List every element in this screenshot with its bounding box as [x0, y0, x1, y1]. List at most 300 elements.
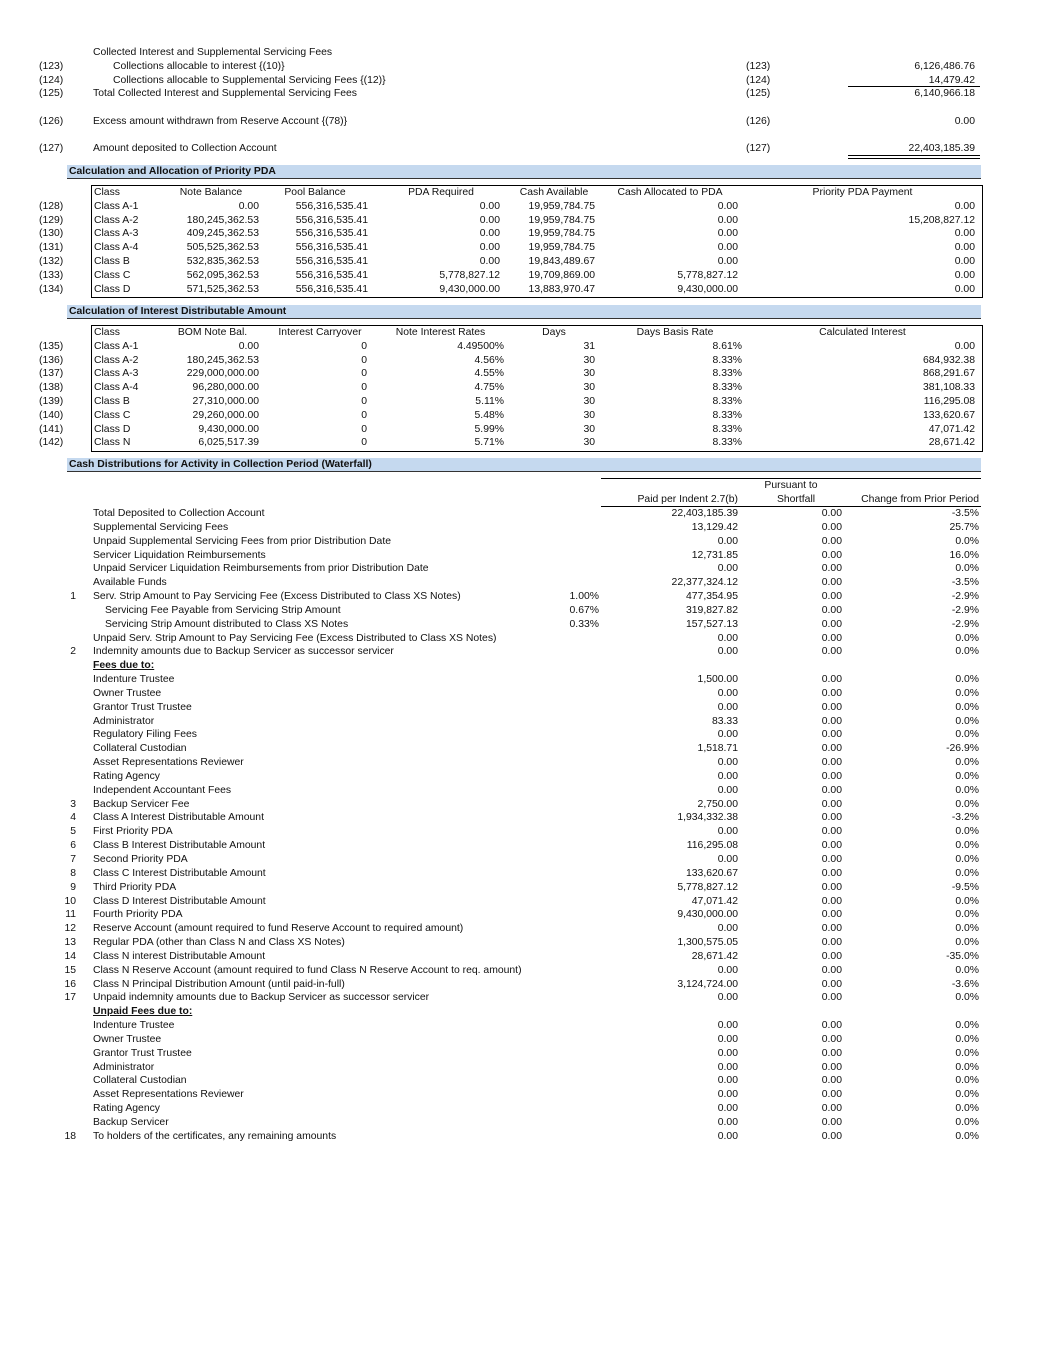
waterfall-change: -2.9% [951, 618, 979, 630]
waterfall-row [0, 839, 1055, 853]
interest-cell: 133,620.67 [922, 409, 975, 421]
waterfall-label: Class N Reserve Account (amount required to fund Class N Reserve Account to req. amount) [93, 964, 522, 976]
row-number: (126) [39, 116, 64, 127]
pda-cell: Class B [94, 256, 130, 267]
pda-cell: 0.00 [954, 256, 975, 267]
row-value: 6,126,486.76 [914, 61, 975, 72]
waterfall-row [0, 632, 1055, 646]
step-number: 1 [70, 591, 76, 603]
interest-row [0, 381, 1055, 395]
interest-col-header: BOM Note Bal. [177, 327, 248, 338]
waterfall-shortfall: 0.00 [821, 604, 842, 616]
collected-heading: Collected Interest and Supplemental Servicing Fees [93, 47, 333, 58]
row-number: (123) [39, 61, 64, 72]
waterfall-change: 0.0% [955, 909, 979, 921]
pda-col-header: Priority PDA Payment [812, 187, 913, 198]
interest-row [0, 367, 1055, 381]
waterfall-paid: 22,403,185.39 [671, 508, 738, 519]
waterfall-change: 0.0% [955, 923, 979, 935]
waterfall-paid: 0.00 [717, 770, 738, 782]
waterfall-shortfall: 0.00 [821, 909, 842, 921]
waterfall-label: Available Funds [93, 577, 167, 589]
waterfall-shortfall: 0.00 [821, 1103, 842, 1115]
waterfall-paid: 0.00 [717, 1020, 738, 1032]
waterfall-label: Owner Trustee [93, 687, 162, 699]
interest-cell: 28,671.42 [928, 437, 975, 449]
interest-cell: 0 [361, 423, 367, 435]
waterfall-change: 0.0% [955, 687, 979, 699]
interest-col-header: Days [542, 327, 566, 338]
waterfall-row [0, 1102, 1055, 1116]
waterfall-label: Administrator [93, 1061, 155, 1073]
interest-row [0, 354, 1055, 368]
waterfall-paid: 477,354.95 [685, 591, 738, 603]
pda-cell: 0.00 [717, 214, 738, 226]
row-label: Collections allocable to Supplemental Servicing Fees {(12)} [113, 75, 386, 86]
interest-cell: Class A-2 [94, 354, 139, 366]
interest-row [0, 436, 1055, 450]
pda-cell: 13,883,970.47 [528, 283, 595, 295]
waterfall-paid: 9,430,000.00 [677, 909, 738, 921]
waterfall-label: Third Priority PDA [93, 881, 177, 893]
waterfall-section-header [67, 458, 981, 472]
waterfall-paid: 2,750.00 [697, 798, 738, 810]
step-number: 5 [70, 826, 76, 838]
waterfall-paid: 0.00 [717, 1061, 738, 1073]
waterfall-row [0, 1130, 1055, 1144]
waterfall-shortfall: 0.00 [821, 923, 842, 935]
double-underline [848, 158, 980, 159]
waterfall-shortfall: 0.00 [821, 881, 842, 893]
pda-cell: Class A-2 [94, 214, 139, 226]
waterfall-paid: 0.00 [717, 646, 738, 658]
pda-cell: 9,430,000.00 [677, 283, 738, 295]
waterfall-paid: 22,377,324.12 [671, 577, 738, 589]
pursuant-label: Pursuant to [764, 480, 818, 491]
pda-row [0, 255, 1055, 269]
waterfall-row [0, 770, 1055, 784]
waterfall-label: Reserve Account (amount required to fund Reserve Account to required amount) [93, 923, 464, 935]
waterfall-label: Rating Agency [93, 1103, 161, 1115]
waterfall-paid: 116,295.08 [686, 840, 738, 852]
waterfall-row [0, 1033, 1055, 1047]
row-label: Amount deposited to Collection Account [93, 143, 277, 154]
pda-cell: 0.00 [954, 269, 975, 281]
waterfall-shortfall: 0.00 [821, 1089, 842, 1101]
pda-row [0, 269, 1055, 283]
waterfall-paid: 157,527.13 [685, 618, 738, 630]
interest-cell: 229,000,000.00 [186, 368, 259, 380]
waterfall-shortfall: 0.00 [821, 1020, 842, 1032]
waterfall-paid: 133,620.67 [685, 867, 738, 879]
waterfall-row [0, 936, 1055, 950]
interest-cell: 684,932.38 [922, 354, 975, 366]
waterfall-row [0, 1047, 1055, 1061]
interest-cell: 30 [583, 437, 595, 449]
row-ref: (123) [746, 61, 771, 72]
waterfall-shortfall: 0.00 [821, 1130, 842, 1142]
pda-cell: 0.00 [954, 228, 975, 240]
interest-title: Calculation of Interest Distributable Amount [69, 306, 287, 317]
waterfall-label: Indenture Trustee [93, 1020, 175, 1032]
waterfall-label: Indenture Trustee [93, 674, 175, 686]
waterfall-shortfall: 0.00 [821, 867, 842, 879]
divider [848, 86, 980, 87]
waterfall-paid: 5,778,827.12 [677, 881, 738, 893]
waterfall-change: 0.0% [955, 632, 979, 644]
waterfall-change: 0.0% [955, 646, 979, 658]
waterfall-change: 0.0% [955, 1089, 979, 1101]
waterfall-change: 0.0% [955, 1130, 979, 1142]
waterfall-change: 0.0% [955, 1103, 979, 1115]
row-number: (124) [39, 75, 64, 86]
waterfall-label: Backup Servicer Fee [93, 798, 190, 810]
interest-cell: 8.33% [712, 409, 742, 421]
col-paid-header: Paid per Indent 2.7(b) [637, 494, 738, 505]
pda-cell: 571,525,362.53 [186, 283, 259, 295]
waterfall-change: 0.0% [955, 937, 979, 949]
waterfall-change: 0.0% [955, 895, 979, 907]
pda-cell: 0.00 [479, 256, 500, 267]
collected-row [0, 60, 1055, 74]
waterfall-label: Serv. Strip Amount to Pay Servicing Fee (Excess Distributed to Class XS Notes) [93, 591, 461, 603]
row-number: (129) [39, 214, 64, 226]
interest-cell: 30 [583, 423, 595, 435]
interest-cell: 868,291.67 [922, 368, 975, 380]
waterfall-row [0, 549, 1055, 563]
waterfall-paid: 0.00 [717, 1116, 738, 1128]
interest-row [0, 423, 1055, 437]
waterfall-paid: 0.00 [717, 563, 738, 575]
waterfall-change: 0.0% [955, 826, 979, 838]
waterfall-shortfall: 0.00 [821, 964, 842, 976]
interest-cell: 30 [583, 409, 595, 421]
waterfall-shortfall: 0.00 [821, 549, 842, 561]
pda-cell: 0.00 [479, 228, 500, 240]
pda-row [0, 227, 1055, 241]
pda-header-row [0, 186, 1055, 200]
waterfall-row [0, 521, 1055, 535]
pda-section-header [67, 165, 981, 179]
waterfall-shortfall: 0.00 [821, 618, 842, 630]
interest-cell: Class C [94, 409, 131, 421]
waterfall-label: Backup Servicer [93, 1116, 169, 1128]
row-number: (134) [39, 283, 64, 295]
waterfall-row [0, 1019, 1055, 1033]
waterfall-row [0, 687, 1055, 701]
waterfall-shortfall: 0.00 [821, 563, 842, 575]
waterfall-change: 0.0% [955, 992, 979, 1004]
waterfall-change: 0.0% [955, 1020, 979, 1032]
row-value: 14,479.42 [928, 75, 975, 86]
row-number: (142) [39, 437, 64, 449]
waterfall-change: 0.0% [955, 701, 979, 713]
waterfall-label: Asset Representations Reviewer [93, 1089, 244, 1101]
pda-col-header: Cash Allocated to PDA [617, 187, 723, 198]
waterfall-paid: 0.00 [717, 1103, 738, 1115]
waterfall-label: Second Priority PDA [93, 854, 188, 865]
interest-cell: 5.71% [474, 437, 504, 449]
waterfall-row [0, 604, 1055, 618]
interest-cell: 0 [361, 396, 367, 407]
interest-cell: 180,245,362.53 [186, 354, 259, 366]
interest-cell: 30 [583, 368, 595, 380]
waterfall-paid: 0.00 [717, 1033, 738, 1045]
row-number: (140) [39, 409, 64, 421]
interest-section-header [67, 305, 981, 319]
waterfall-paid: 0.00 [717, 784, 738, 796]
waterfall-paid: 0.00 [717, 535, 738, 547]
pda-cell: 505,525,362.53 [186, 242, 259, 254]
row-number: (125) [39, 88, 64, 99]
pda-cell: 19,843,489.67 [528, 256, 595, 267]
pda-cell: 556,316,535.41 [295, 269, 368, 281]
waterfall-label: Indemnity amounts due to Backup Servicer as successor servicer [93, 646, 394, 658]
waterfall-paid: 0.00 [717, 992, 738, 1004]
pda-cell: 19,959,784.75 [528, 200, 595, 212]
waterfall-label: Servicing Fee Payable from Servicing Strip Amount [105, 604, 341, 616]
waterfall-shortfall: 0.00 [821, 937, 842, 949]
pda-title: Calculation and Allocation of Priority PDA [69, 166, 276, 177]
waterfall-row [0, 1061, 1055, 1075]
pda-cell: 556,316,535.41 [295, 228, 368, 240]
waterfall-label: Class N interest Distributable Amount [93, 950, 266, 962]
waterfall-row [0, 908, 1055, 922]
waterfall-change: 0.0% [955, 729, 979, 741]
step-number: 6 [70, 840, 76, 852]
row-number: (137) [39, 368, 64, 380]
waterfall-row [0, 825, 1055, 839]
pda-cell: 0.00 [717, 256, 738, 267]
waterfall-shortfall: 0.00 [821, 812, 842, 824]
step-number: 16 [64, 978, 76, 990]
waterfall-shortfall: 0.00 [821, 535, 842, 547]
step-number: 8 [70, 867, 76, 879]
waterfall-label: Fees due to: [93, 660, 155, 672]
waterfall-label: Total Deposited to Collection Account [93, 508, 265, 519]
waterfall-shortfall: 0.00 [821, 978, 842, 990]
waterfall-change: -9.5% [951, 881, 979, 893]
pda-cell: Class A-1 [94, 200, 139, 212]
pda-col-header: PDA Required [408, 187, 474, 198]
interest-cell: 5.48% [474, 409, 504, 421]
waterfall-paid: 1,500.00 [697, 674, 738, 686]
interest-cell: Class B [94, 396, 130, 407]
waterfall-shortfall: 0.00 [821, 715, 842, 727]
waterfall-row [0, 645, 1055, 659]
waterfall-label: Asset Representations Reviewer [93, 757, 244, 769]
waterfall-row [0, 659, 1055, 673]
waterfall-row [0, 535, 1055, 549]
waterfall-change: 0.0% [955, 854, 979, 865]
waterfall-change: 0.0% [955, 784, 979, 796]
waterfall-shortfall: 0.00 [821, 743, 842, 755]
waterfall-label: Class D Interest Distributable Amount [93, 895, 266, 907]
waterfall-change: 0.0% [955, 964, 979, 976]
pda-cell: 0.00 [954, 283, 975, 295]
waterfall-paid: 47,071.42 [691, 895, 738, 907]
waterfall-change: 0.0% [955, 1061, 979, 1073]
waterfall-shortfall: 0.00 [821, 1116, 842, 1128]
waterfall-row [0, 562, 1055, 576]
waterfall-row [0, 978, 1055, 992]
row-value: 6,140,966.18 [914, 88, 975, 99]
col-change-header: Change from Prior Period [861, 494, 979, 505]
pda-cell: 556,316,535.41 [295, 283, 368, 295]
row-number: (130) [39, 228, 64, 240]
waterfall-row [0, 507, 1055, 521]
waterfall-change: -3.5% [951, 508, 979, 519]
pda-cell: 0.00 [238, 200, 259, 212]
pda-cell: 0.00 [479, 200, 500, 212]
waterfall-shortfall: 0.00 [821, 950, 842, 962]
waterfall-row [0, 576, 1055, 590]
waterfall-change: 0.0% [955, 535, 979, 547]
waterfall-change: 0.0% [955, 798, 979, 810]
pda-cell: 562,095,362.53 [186, 269, 259, 281]
interest-cell: 0 [361, 382, 367, 394]
waterfall-paid: 0.00 [717, 923, 738, 935]
waterfall-label: Unpaid Fees due to: [93, 1006, 193, 1018]
waterfall-label: First Priority PDA [93, 826, 173, 838]
waterfall-shortfall: 0.00 [821, 508, 842, 519]
row-value: 22,403,185.39 [908, 143, 975, 154]
interest-row [0, 340, 1055, 354]
pda-cell: 0.00 [954, 242, 975, 254]
waterfall-label: Class B Interest Distributable Amount [93, 840, 266, 852]
waterfall-change: 0.0% [955, 840, 979, 852]
waterfall-shortfall: 0.00 [821, 784, 842, 796]
waterfall-shortfall: 0.00 [821, 1033, 842, 1045]
interest-cell: 8.33% [712, 437, 742, 449]
interest-cell: Class D [94, 423, 131, 435]
row-label: Collections allocable to interest {(10)} [113, 61, 285, 72]
waterfall-shortfall: 0.00 [821, 757, 842, 769]
interest-cell: 116,295.08 [923, 396, 975, 407]
waterfall-shortfall: 0.00 [821, 646, 842, 658]
pda-row [0, 241, 1055, 255]
waterfall-shortfall: 0.00 [821, 729, 842, 741]
waterfall-shortfall: 0.00 [821, 770, 842, 782]
waterfall-row [0, 950, 1055, 964]
waterfall-label: Class A Interest Distributable Amount [93, 812, 264, 824]
step-number: 3 [70, 798, 76, 810]
waterfall-paid: 1,934,332.38 [677, 812, 738, 824]
step-number: 12 [64, 923, 76, 935]
interest-cell: 30 [583, 382, 595, 394]
waterfall-change: 0.0% [955, 563, 979, 575]
interest-cell: 8.33% [712, 396, 742, 407]
interest-cell: 6,025,517.39 [198, 437, 259, 449]
interest-cell: Class A-3 [94, 368, 139, 380]
pda-cell: 180,245,362.53 [186, 214, 259, 226]
pda-cell: 5,778,827.12 [439, 269, 500, 281]
interest-cell: 31 [583, 340, 595, 352]
waterfall-change: 0.0% [955, 1116, 979, 1128]
waterfall-label: To holders of the certificates, any remaining amounts [93, 1130, 337, 1142]
interest-col-header: Class [94, 327, 120, 338]
step-number: 17 [64, 992, 76, 1004]
waterfall-label: Collateral Custodian [93, 1075, 187, 1087]
waterfall-change: 0.0% [955, 770, 979, 782]
interest-cell: 8.33% [712, 382, 742, 394]
interest-row [0, 409, 1055, 423]
interest-col-header: Calculated Interest [819, 327, 906, 338]
row-ref: (124) [746, 75, 771, 86]
waterfall-paid: 0.00 [717, 854, 738, 865]
waterfall-change: 0.0% [955, 715, 979, 727]
row-ref: (127) [746, 143, 771, 154]
waterfall-paid: 1,518.71 [697, 743, 738, 755]
pda-cell: Class C [94, 269, 131, 281]
waterfall-paid: 319,827.82 [685, 604, 738, 616]
interest-cell: 0 [361, 354, 367, 366]
interest-cell: 8.33% [712, 354, 742, 366]
waterfall-change: -35.0% [946, 950, 979, 962]
waterfall-shortfall: 0.00 [821, 577, 842, 589]
collected-row [0, 142, 1055, 156]
row-label: Excess amount withdrawn from Reserve Account {(78)} [93, 116, 348, 127]
waterfall-shortfall: 0.00 [821, 632, 842, 644]
step-number: 11 [65, 909, 76, 921]
waterfall-label: Class N Principal Distribution Amount (until paid-in-full) [93, 978, 345, 990]
waterfall-paid: 13,129.42 [691, 521, 738, 533]
waterfall-paid: 0.00 [717, 729, 738, 741]
pda-col-header: Class [94, 187, 120, 198]
step-number: 15 [64, 964, 76, 976]
pda-cell: 19,709,869.00 [528, 269, 595, 281]
waterfall-label: Unpaid Serv. Strip Amount to Pay Servicing Fee (Excess Distributed to Class XS Notes) [93, 632, 497, 644]
waterfall-paid: 83.33 [711, 715, 738, 727]
waterfall-row [0, 881, 1055, 895]
pda-cell: 556,316,535.41 [295, 214, 368, 226]
pda-cell: 409,245,362.53 [186, 228, 259, 240]
waterfall-row [0, 1088, 1055, 1102]
interest-row [0, 395, 1055, 409]
pda-col-header: Pool Balance [284, 187, 346, 198]
waterfall-change: 0.0% [955, 867, 979, 879]
waterfall-paid: 28,671.42 [691, 950, 738, 962]
waterfall-row [0, 1005, 1055, 1019]
waterfall-change: 0.0% [955, 674, 979, 686]
waterfall-row [0, 922, 1055, 936]
pda-col-header: Cash Available [519, 187, 589, 198]
waterfall-row [0, 964, 1055, 978]
pda-cell: 19,959,784.75 [528, 242, 595, 254]
waterfall-shortfall: 0.00 [821, 840, 842, 852]
pda-col-header: Note Balance [179, 187, 243, 198]
waterfall-label: Servicing Strip Amount distributed to Class XS Notes [105, 618, 349, 630]
waterfall-label: Collateral Custodian [93, 743, 187, 755]
interest-header-row [0, 326, 1055, 340]
waterfall-pct: 1.00% [569, 591, 599, 603]
waterfall-label: Administrator [93, 715, 155, 727]
step-number: 9 [70, 881, 76, 893]
interest-cell: 0 [361, 368, 367, 380]
waterfall-change: -3.5% [951, 577, 979, 589]
row-number: (132) [39, 256, 64, 267]
waterfall-row [0, 728, 1055, 742]
pda-cell: 0.00 [954, 200, 975, 212]
interest-cell: 0 [361, 437, 367, 449]
waterfall-label: Unpaid indemnity amounts due to Backup Servicer as successor servicer [93, 992, 430, 1004]
interest-cell: 5.99% [474, 423, 504, 435]
pda-cell: Class D [94, 283, 131, 295]
pda-cell: 556,316,535.41 [295, 242, 368, 254]
waterfall-paid: 0.00 [717, 687, 738, 699]
interest-cell: Class N [94, 437, 131, 449]
waterfall-shortfall: 0.00 [821, 1061, 842, 1073]
